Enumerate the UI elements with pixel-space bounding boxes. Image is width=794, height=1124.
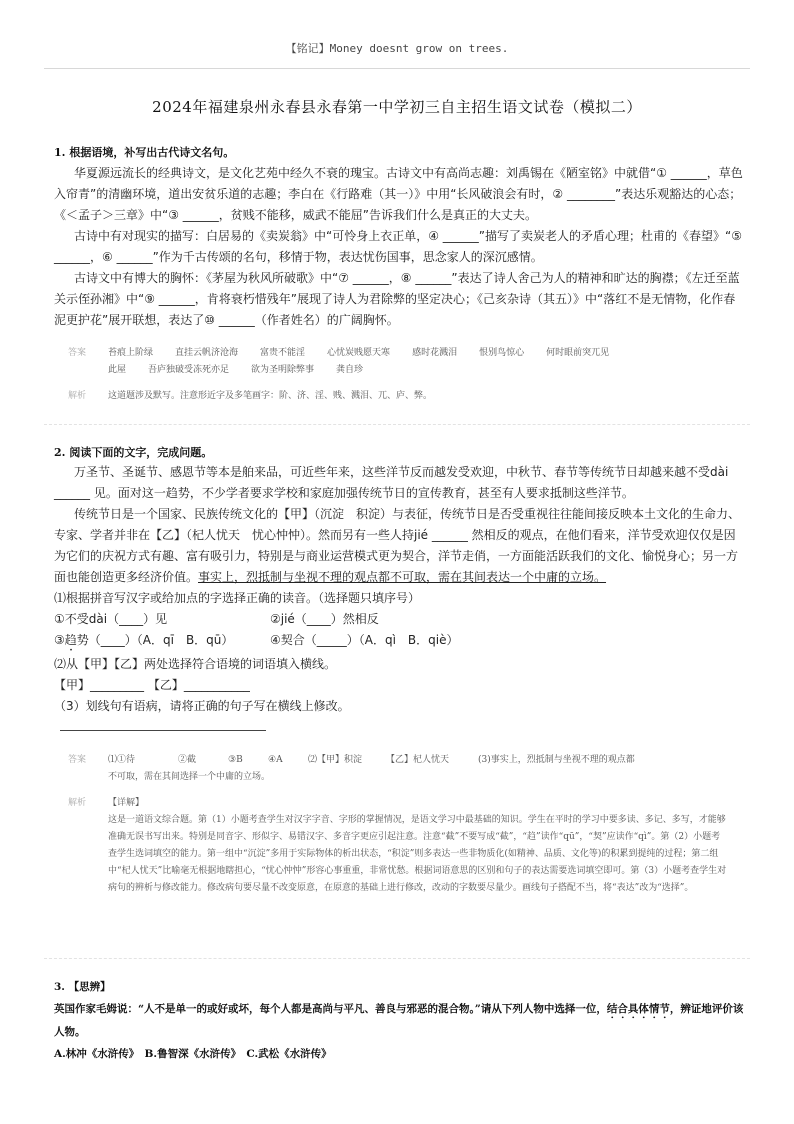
answer-item: 恨别鸟惊心 <box>479 348 525 358</box>
q2-detail-text: 这是一道语文综合题。第（1）小题考查学生对汉字字音、字形的掌握情况，是语文学习中最基础的知识。学生在平时的学习中要多读、多记、多写，才能够准确无误书写出来。特别是同音字、形似字、易错汉字、多音字更应引起注意。注意“截”不要写成“截”，“趋”读作“qū”，“契”应读作“qì”。第（2）小题考查学生选词填空的能力。第一组中“沉淀”多用于实际物体的析出状态，“积淀”则多表达一些非物质化(如精神、品质、文化等)的积累到提纯的过程；第二组中“杞人忧天”比喻毫无根据地瞎担心，“忧心忡忡”形容心事重重，非常忧愁。根据词语意思的区别和句子的表达需要选词填空即可。第（3）小题考查学生对病句的辨析与修改能力。修改病句要尽量不改变原意，在原意的基础上进行修改，改动的字数要尽量少。画线句子搭配不当，将“表达”改为“选择”。 <box>108 815 727 893</box>
q2-answers <box>108 752 748 786</box>
answer-item: 何时眼前突兀见 <box>546 348 610 358</box>
q1-answers-row-1 <box>108 345 748 362</box>
answer-item: 欲为圣明除弊事 <box>251 365 315 375</box>
answer-label: 答案 <box>68 755 87 765</box>
answer-item: 心忧炭贱愿天寒 <box>327 348 391 358</box>
q2-sub2: ⑵从【甲】【乙】两处选择符合语境的词语填入横线。 <box>54 657 337 671</box>
analysis-label: 解析 <box>68 798 87 808</box>
q3-options: A.林冲《水浒传》 B.鲁智深《水浒传》 C.武松《水浒传》 <box>54 1048 332 1060</box>
answer-item: 苔痕上阶绿 <box>108 348 154 358</box>
q2-sub1-row-1 <box>54 609 744 630</box>
q1-passage <box>54 163 744 331</box>
q1-analysis-text: 这道题涉及默写。注意形近字及多笔画字：阶、济、淫、贱、溅泪、兀、庐、弊。 <box>108 391 433 401</box>
page-title: 2024年福建泉州永春县永春第一中学初三自主招生语文试卷（模拟二） <box>152 98 642 116</box>
q2-analysis <box>108 795 748 812</box>
answer-item: 此屋 <box>108 365 127 375</box>
q2-sub1-row-2 <box>54 630 744 654</box>
q3-block <box>54 976 744 1065</box>
q2-underlined-sentence: 事实上，烈抵制与坐视不理的观点都不可取，需在其间表达一个中庸的立场。 <box>198 570 607 584</box>
q1-paragraph-2: 古诗中有对现实的描写：白居易的《卖炭翁》中“可怜身上衣正单，④ ______”描写了卖炭老人的矛盾心理；杜甫的《春望》“⑤ ______，⑥ ______”作为千古传颂的名句，移情于物，表达忧伤国事，思念家人的深沉感情。 <box>54 229 742 264</box>
motto-header: 【铭记】Money doesnt grow on trees. <box>285 42 509 55</box>
answer-item: 龚自珍 <box>336 365 364 375</box>
q2-paragraph-2 <box>54 504 744 588</box>
q2-analysis-block <box>68 795 748 812</box>
analysis-label: 解析 <box>68 391 87 401</box>
q3-prompt: 英国作家毛姆说：“人不是单一的或好或坏，每个人都是高尚与平凡、善良与邪恶的混合物。”请从下列人物中选择一位，结合具体情节，辨证地评价该人物。 <box>54 1003 744 1038</box>
q3-heading: 3. 【思辨】 <box>54 981 111 993</box>
q2-answer-block <box>68 752 748 786</box>
dotted-phrase: 结合具体情节 <box>606 1003 670 1015</box>
q2-paragraph-1: 万圣节、圣诞节、感恩节等本是舶来品，可近些年来，这些洋节反而越发受欢迎，中秋节、春节等传统节日却越来越不受dài ______ 见。面对这一趋势，不少学者要求学校和家庭加强传统节日的宣传教育，甚至有人要求抵制这些洋节。 <box>54 465 729 500</box>
q1-paragraph-3: 古诗文中有博大的胸怀：《茅屋为秋风所破歌》中“⑦ ______，⑧ ______”表达了诗人舍己为人的精神和旷达的胸襟；《左迁至蓝关示侄孙湘》中“⑨ ______，肯将衰朽惜残年”展现了诗人为君除弊的坚定决心；《己亥杂诗（其五）》中“落红不是无情物，化作春泥更护花”展开联想，表达了⑩ ______（作者姓名）的广阔胸怀。 <box>54 271 740 327</box>
answer-item: 吾庐独破受冻死亦足 <box>148 365 230 375</box>
section-divider <box>44 958 750 959</box>
q2-sub1-c: ③趋势（____）（A．qī B．qū） <box>54 633 234 647</box>
header-divider <box>44 68 750 69</box>
answer-blank-line <box>60 730 266 731</box>
answer-item: 感时花溅泪 <box>412 348 458 358</box>
q1-analysis-block <box>68 388 748 405</box>
q1-heading: 1. 根据语境，补写出古代诗文名句。 <box>54 146 235 159</box>
q2-paragraph-2-text: 传统节日是一个国家、民族传统文化的【甲】（沉淀 积淀）与表征，传统节日是否受重视往往能间接反映本土文化的生命力、专家、学者并非在【乙】（杞人忧天 忧心忡忡）。然而另有一些人持jié ______ 然相反的观点，在他们看来，洋节受欢迎仅仅是因为它们的庆祝方式有趣、富有吸引力，特别是与商业运营模式更为契合，洋节走俏，一方面能活跃我们的文化、愉悦身心；另一方面也能创造更多经济价值。 <box>54 507 741 584</box>
q2-sub1: ⑴根据拼音写汉字或给加点的字选择正确的读音。（选择题只填序号） <box>54 591 421 605</box>
q2-sub3: （3）划线句有语病，请将正确的句子写在横线上修改。 <box>54 699 350 713</box>
section-divider <box>44 424 750 425</box>
q2-sub1-b: ②jié（____）然相反 <box>270 612 379 626</box>
q2-heading: 2. 阅读下面的文字，完成问题。 <box>54 446 213 459</box>
q2-fill-line: 【甲】_________ 【乙】___________ <box>54 678 250 692</box>
q2-answers-row-2: 不可取，需在其间选择一个中庸的立场。 <box>108 772 271 782</box>
dotted-char: 趋 <box>64 633 77 647</box>
q2-passage <box>54 462 744 717</box>
q1-answers-row-2 <box>108 362 748 379</box>
q1-answer-block <box>68 345 748 379</box>
answer-item: 富贵不能淫 <box>260 348 306 358</box>
q1-paragraph-1: 华夏源远流长的经典诗文，是文化艺苑中经久不衰的瑰宝。古诗文中有高尚志趣：刘禹锡在《陋室铭》中就借“① ______，草色入帘青”的清幽环境，道出安贫乐道的志趣；李白在《行路难（其一）》中用“长风破浪会有时，② ________”表达乐观豁达的心态；《＜孟子＞三章》中“③ ______，贫贱不能移，威武不能屈”告诉我们什么是真正的大丈夫。 <box>54 166 743 222</box>
q2-sub1-a: ①不受dài（____）见 <box>54 612 168 626</box>
q2-detail-heading: 【详解】 <box>108 798 145 808</box>
answer-item: 直挂云帆济沧海 <box>175 348 239 358</box>
q2-sub1-d: ④契合（_____）（A．qì B．qiè） <box>270 633 459 647</box>
answer-label: 答案 <box>68 348 87 358</box>
q1-answers <box>108 345 748 379</box>
q2-answers-row-1: ⑴①待 ②截 ③B ④A ⑵【甲】积淀 【乙】杞人忧天 (3)事实上，烈抵制与坐视不理的观点都 <box>108 755 635 765</box>
